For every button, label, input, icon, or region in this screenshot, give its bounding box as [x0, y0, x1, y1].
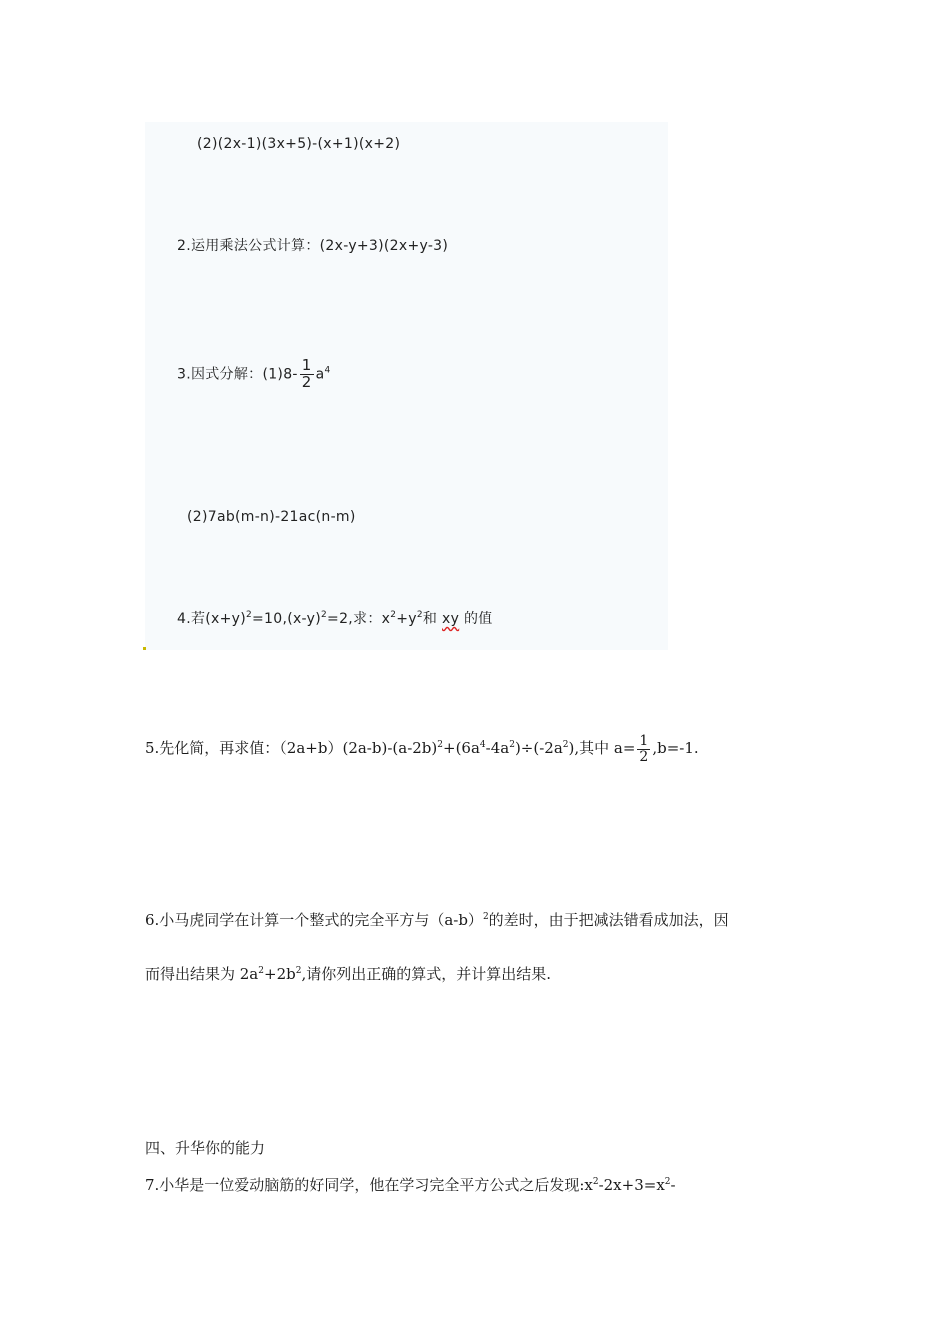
fraction: [637, 734, 650, 764]
text: ),其中 a=: [568, 739, 636, 758]
text: ,b=-1.: [652, 739, 699, 758]
exponent: 4: [324, 365, 331, 376]
spellcheck-word: xy: [442, 611, 460, 627]
exponent: 2: [295, 966, 302, 976]
numerator: 1: [301, 356, 312, 374]
text: +2b: [264, 965, 296, 983]
text: -4a: [485, 739, 510, 758]
text: +y: [396, 611, 417, 627]
exponent: 2: [416, 610, 423, 620]
text: 四、升华你的能力: [145, 1139, 266, 1157]
text: -: [670, 1176, 676, 1194]
text: )÷(-2a: [514, 739, 563, 758]
text: 的值: [463, 611, 493, 627]
text: 4.若(x+y): [177, 611, 246, 627]
text: 3.因式分解：(1)8-: [177, 366, 298, 383]
marker-dot: [143, 647, 146, 650]
exponent: 2: [321, 610, 328, 620]
problem-5: [145, 734, 699, 764]
text: 而得出结果为 2a: [145, 965, 259, 983]
section-4-heading: [145, 1137, 265, 1158]
exponent: 2: [509, 740, 515, 751]
text: =2,求：x: [327, 611, 391, 627]
exponent: 2: [482, 912, 489, 922]
problem-4: [177, 608, 493, 628]
exponent: 4: [479, 740, 486, 751]
exponent: 2: [390, 610, 397, 620]
text: 和: [422, 611, 438, 627]
numerator: 1: [639, 733, 649, 749]
problem-6-line-2: [145, 963, 551, 984]
problem-6-line-1: [145, 909, 729, 930]
denominator: 2: [301, 372, 312, 391]
text: ,请你列出正确的算式，并计算出结果.: [301, 965, 551, 983]
fraction: [300, 358, 314, 391]
text: 的差时，由于把减法错看成加法，因: [488, 911, 729, 929]
text: 6.小马虎同学在计算一个整式的完全平方与（a-b）: [145, 911, 483, 929]
text: =10,(x-y): [252, 611, 322, 627]
exponent: 2: [562, 740, 569, 751]
problem-3-part-2: [187, 509, 356, 525]
text: (2)(2x-1)(3x+5)-(x+1)(x+2): [197, 136, 401, 152]
text: +(6a: [443, 739, 480, 758]
text: (2)7ab(m-n)-21ac(n-m): [187, 509, 356, 525]
problem-3: [177, 358, 331, 391]
exponent: 2: [245, 610, 253, 620]
exponent: 2: [437, 740, 443, 751]
scanned-problem-image: [145, 122, 668, 650]
problem-7: [145, 1174, 676, 1195]
exponent: 2: [664, 1177, 671, 1187]
problem-2: [177, 235, 448, 255]
exponent: 2: [258, 966, 264, 976]
problem-1-part-2: [197, 136, 400, 152]
text: 5.先化简，再求值：（2a+b）(2a-b)-(a-2b): [145, 739, 438, 758]
text: 7.小华是一位爱动脑筋的好同学，他在学习完全平方公式之后发现:x: [145, 1176, 593, 1194]
exponent: 2: [592, 1177, 599, 1187]
denominator: 2: [639, 748, 649, 765]
text: 2.运用乘法公式计算：(2x-y+3)(2x+y-3): [177, 238, 449, 254]
text: a: [315, 366, 325, 383]
text: -2x+3=x: [598, 1176, 665, 1194]
